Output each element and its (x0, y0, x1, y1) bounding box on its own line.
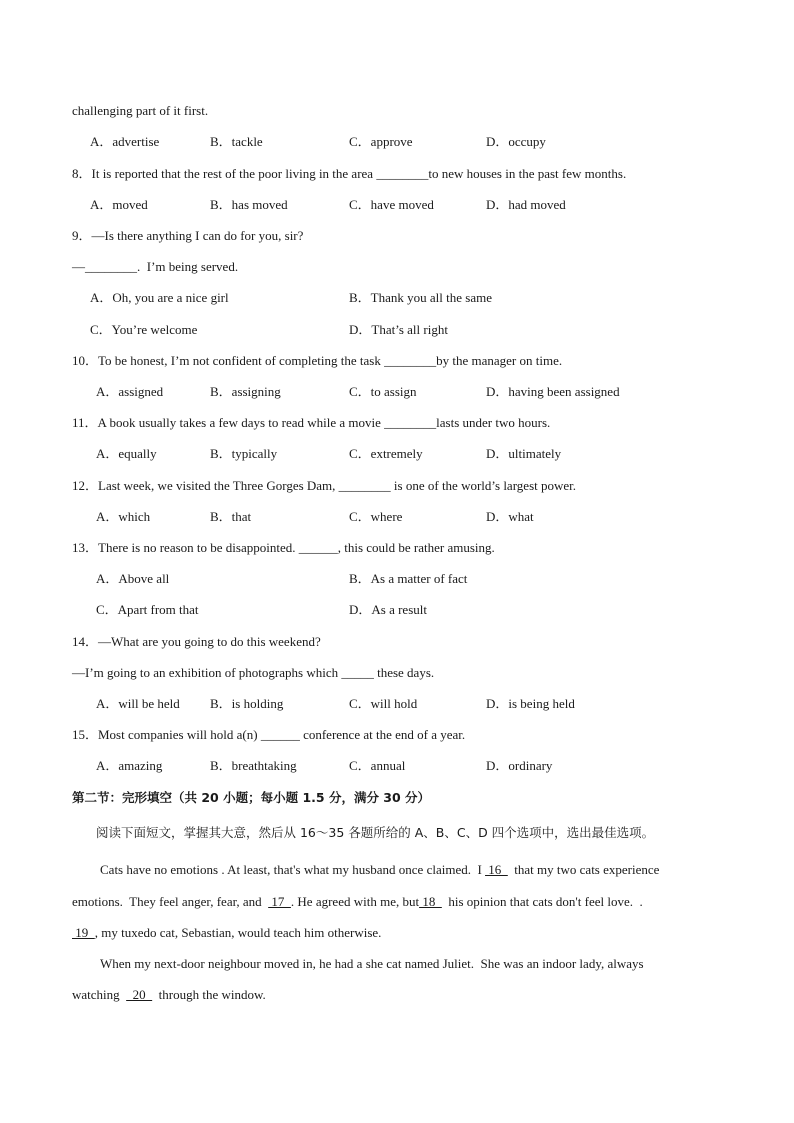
q15-option-b: B．breathtaking (210, 758, 297, 773)
q8-option-b: B．has moved (210, 197, 288, 212)
passage-line-2 (72, 894, 643, 910)
passage-line-4: When my next-door neighbour moved in, he had a she cat named Juliet. She was an indoor lady, always (100, 956, 644, 971)
question-15: 15．Most companies will hold a(n) ______ conference at the end of a year. (72, 727, 466, 742)
passage-line-3 (72, 925, 381, 941)
q12-option-c: C．where (349, 509, 403, 524)
question-9: 9．—Is there anything I can do for you, sir? (72, 228, 304, 243)
q10-option-d: D．having been assigned (486, 384, 620, 399)
q13-option-c: C．Apart from that (96, 602, 199, 617)
q15-option-c: C．annual (349, 758, 406, 773)
q11-option-c: C．extremely (349, 446, 423, 461)
q10-option-b: B．assigning (210, 384, 281, 399)
q10-option-c: C．to assign (349, 384, 417, 399)
blank-19: 19 (72, 925, 95, 940)
q11-option-b: B．typically (210, 446, 278, 461)
passage-line-1 (100, 862, 659, 878)
question-8: 8．It is reported that the rest of the poor living in the area ________to new houses in the past few months. (72, 166, 627, 181)
passage-text: emotions. They feel anger, fear, and (72, 894, 269, 909)
passage-text: Cats have no emotions . At least, that's what my husband once claimed. I (100, 862, 486, 877)
q9-option-c: C．You’re welcome (90, 322, 198, 337)
question-14-response: —I’m going to an exhibition of photographs which _____ these days. (72, 665, 435, 680)
passage-text: his opinion that cats don't feel love. . (441, 894, 643, 909)
passage-text: through the window. (152, 987, 266, 1002)
blank-18: 18 (419, 894, 442, 909)
q11-option-a: A．equally (96, 446, 157, 461)
passage-text: that my two cats experience (507, 862, 660, 877)
q14-option-c: C．will hold (349, 696, 418, 711)
q10-option-a: A．assigned (96, 384, 164, 399)
q13-option-b: B．As a matter of fact (349, 571, 468, 586)
question-11: 11．A book usually takes a few days to read while a movie ________lasts under two hours. (72, 415, 551, 430)
q12-option-d: D．what (486, 509, 534, 524)
q14-option-a: A．will be held (96, 696, 180, 711)
passage-line-5 (72, 987, 266, 1003)
q8-option-a: A．moved (90, 197, 148, 212)
question-13: 13．There is no reason to be disappointed. ______, this could be rather amusing. (72, 540, 495, 555)
passage-text: watching (72, 987, 127, 1002)
question-10: 10．To be honest, I’m not confident of completing the task ________by the manager on time. (72, 353, 563, 368)
q14-option-d: D．is being held (486, 696, 575, 711)
section-2-instructions: 阅读下面短文，掌握其大意，然后从 16～35 各题所给的 A、B、C、D 四个选项中，选出最佳选项。 (96, 825, 655, 840)
passage-text: . He agreed with me, but (290, 894, 420, 909)
q11-option-d: D．ultimately (486, 446, 562, 461)
q12-option-b: B．that (210, 509, 252, 524)
question-7-stem-end: challenging part of it first. (72, 103, 209, 118)
q9-option-a: A．Oh, you are a nice girl (90, 290, 229, 305)
section-2-heading: 第二节：完形填空（共 20 小题；每小题 1.5 分，满分 30 分） (72, 790, 431, 805)
q12-option-a: A．which (96, 509, 151, 524)
question-9-response: —________. I’m being served. (72, 259, 239, 274)
q7-option-d: D．occupy (486, 134, 546, 149)
q7-option-b: B．tackle (210, 134, 263, 149)
blank-16: 16 (485, 862, 508, 877)
q15-option-d: D．ordinary (486, 758, 553, 773)
question-12: 12．Last week, we visited the Three Gorges Dam, ________ is one of the world’s largest power. (72, 478, 577, 493)
q9-option-d: D．That’s all right (349, 322, 448, 337)
blank-17: 17 (268, 894, 291, 909)
question-14: 14．—What are you going to do this weekend? (72, 634, 321, 649)
q13-option-d: D．As a result (349, 602, 427, 617)
q7-option-a: A．advertise (90, 134, 160, 149)
q7-option-c: C．approve (349, 134, 413, 149)
q15-option-a: A．amazing (96, 758, 163, 773)
blank-20: 20 (126, 987, 153, 1002)
q8-option-c: C．have moved (349, 197, 434, 212)
passage-text: , my tuxedo cat, Sebastian, would teach him otherwise. (94, 925, 382, 940)
q13-option-a: A．Above all (96, 571, 170, 586)
q9-option-b: B．Thank you all the same (349, 290, 492, 305)
q8-option-d: D．had moved (486, 197, 566, 212)
q14-option-b: B．is holding (210, 696, 284, 711)
